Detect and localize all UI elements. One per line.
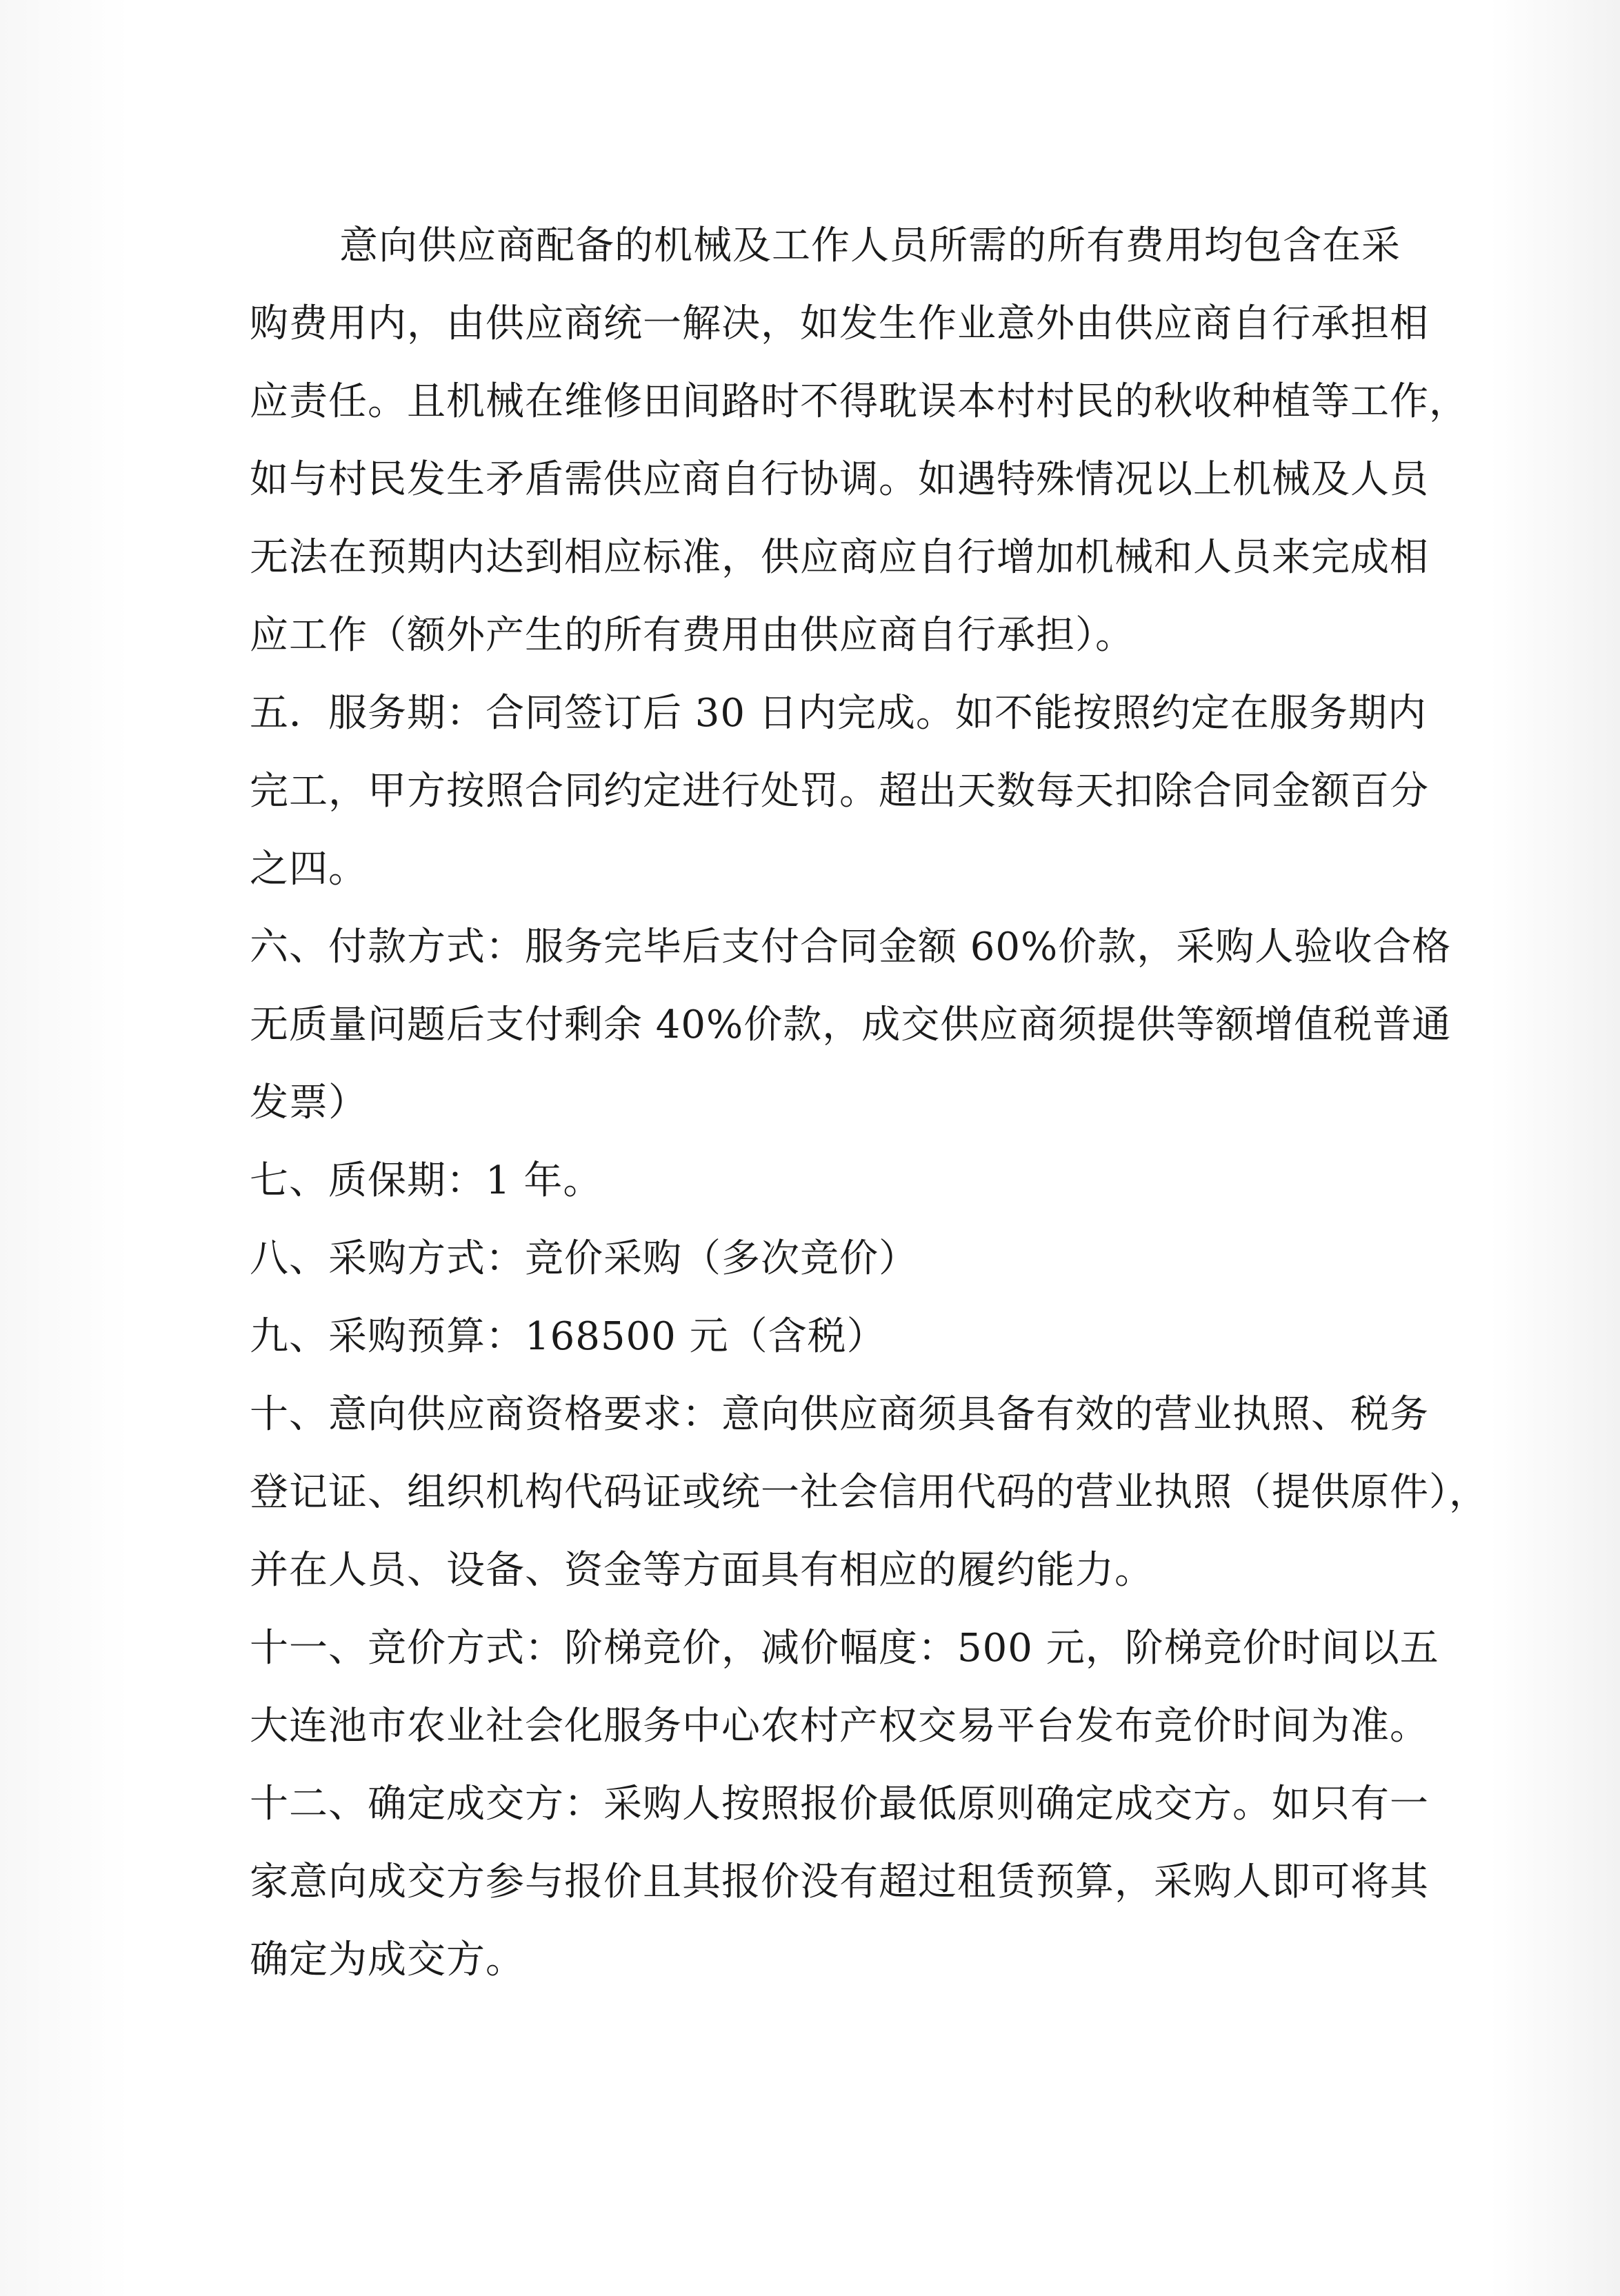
paragraph-line: 完工，甲方按照合同约定进行处罚。超出天数每天扣除合同金额百分 <box>250 769 1429 814</box>
paragraph-line: 购费用内，由供应商统一解决，如发生作业意外由供应商自行承担相 <box>250 301 1429 346</box>
section-warranty: 七、质保期：1 年。 <box>250 1158 603 1203</box>
section-payment-method: 六、付款方式：服务完毕后支付合同金额 60%价款，采购人验收合格 <box>250 925 1452 969</box>
paragraph-line: 确定为成交方。 <box>250 1937 525 1982</box>
section-qualifications: 十、意向供应商资格要求：意向供应商须具备有效的营业执照、税务 <box>250 1392 1429 1437</box>
paragraph-line: 无质量问题后支付剩余 40%价款，成交供应商须提供等额增值税普通 <box>250 1003 1452 1047</box>
paragraph-line: 家意向成交方参与报价且其报价没有超过租赁预算，采购人即可将其 <box>250 1860 1429 1904</box>
paragraph-line: 登记证、组织机构代码证或统一社会信用代码的营业执照（提供原件）， <box>250 1470 1488 1515</box>
paragraph-line: 大连池市农业社会化服务中心农村产权交易平台发布竞价时间为准。 <box>250 1704 1429 1749</box>
paragraph-line: 并在人员、设备、资金等方面具有相应的履约能力。 <box>250 1548 1154 1593</box>
paragraph-line: 发票） <box>250 1080 368 1125</box>
section-procurement-method: 八、采购方式：竞价采购（多次竞价） <box>250 1236 918 1281</box>
paragraph-line: 如与村民发生矛盾需供应商自行协调。如遇特殊情况以上机械及人员 <box>250 457 1429 502</box>
paragraph-line: 之四。 <box>250 847 368 892</box>
paragraph-line: 应工作（额外产生的所有费用由供应商自行承担）。 <box>250 613 1134 658</box>
section-service-period: 五．服务期：合同签订后 30 日内完成。如不能按照约定在服务期内 <box>250 691 1427 736</box>
paragraph-line: 意向供应商配备的机械及工作人员所需的所有费用均包含在采 <box>339 223 1401 268</box>
section-budget: 九、采购预算：168500 元（含税） <box>250 1314 886 1359</box>
paragraph-line: 应责任。且机械在维修田间路时不得耽误本村村民的秋收种植等工作， <box>250 379 1468 424</box>
paragraph-line: 无法在预期内达到相应标准，供应商应自行增加机械和人员来完成相 <box>250 535 1429 580</box>
section-determine-winner: 十二、确定成交方：采购人按照报价最低原则确定成交方。如只有一 <box>250 1782 1429 1826</box>
document-body <box>250 207 1488 1999</box>
section-bidding-method: 十一、竞价方式：阶梯竞价，减价幅度：500 元，阶梯竞价时间以五 <box>250 1626 1439 1671</box>
